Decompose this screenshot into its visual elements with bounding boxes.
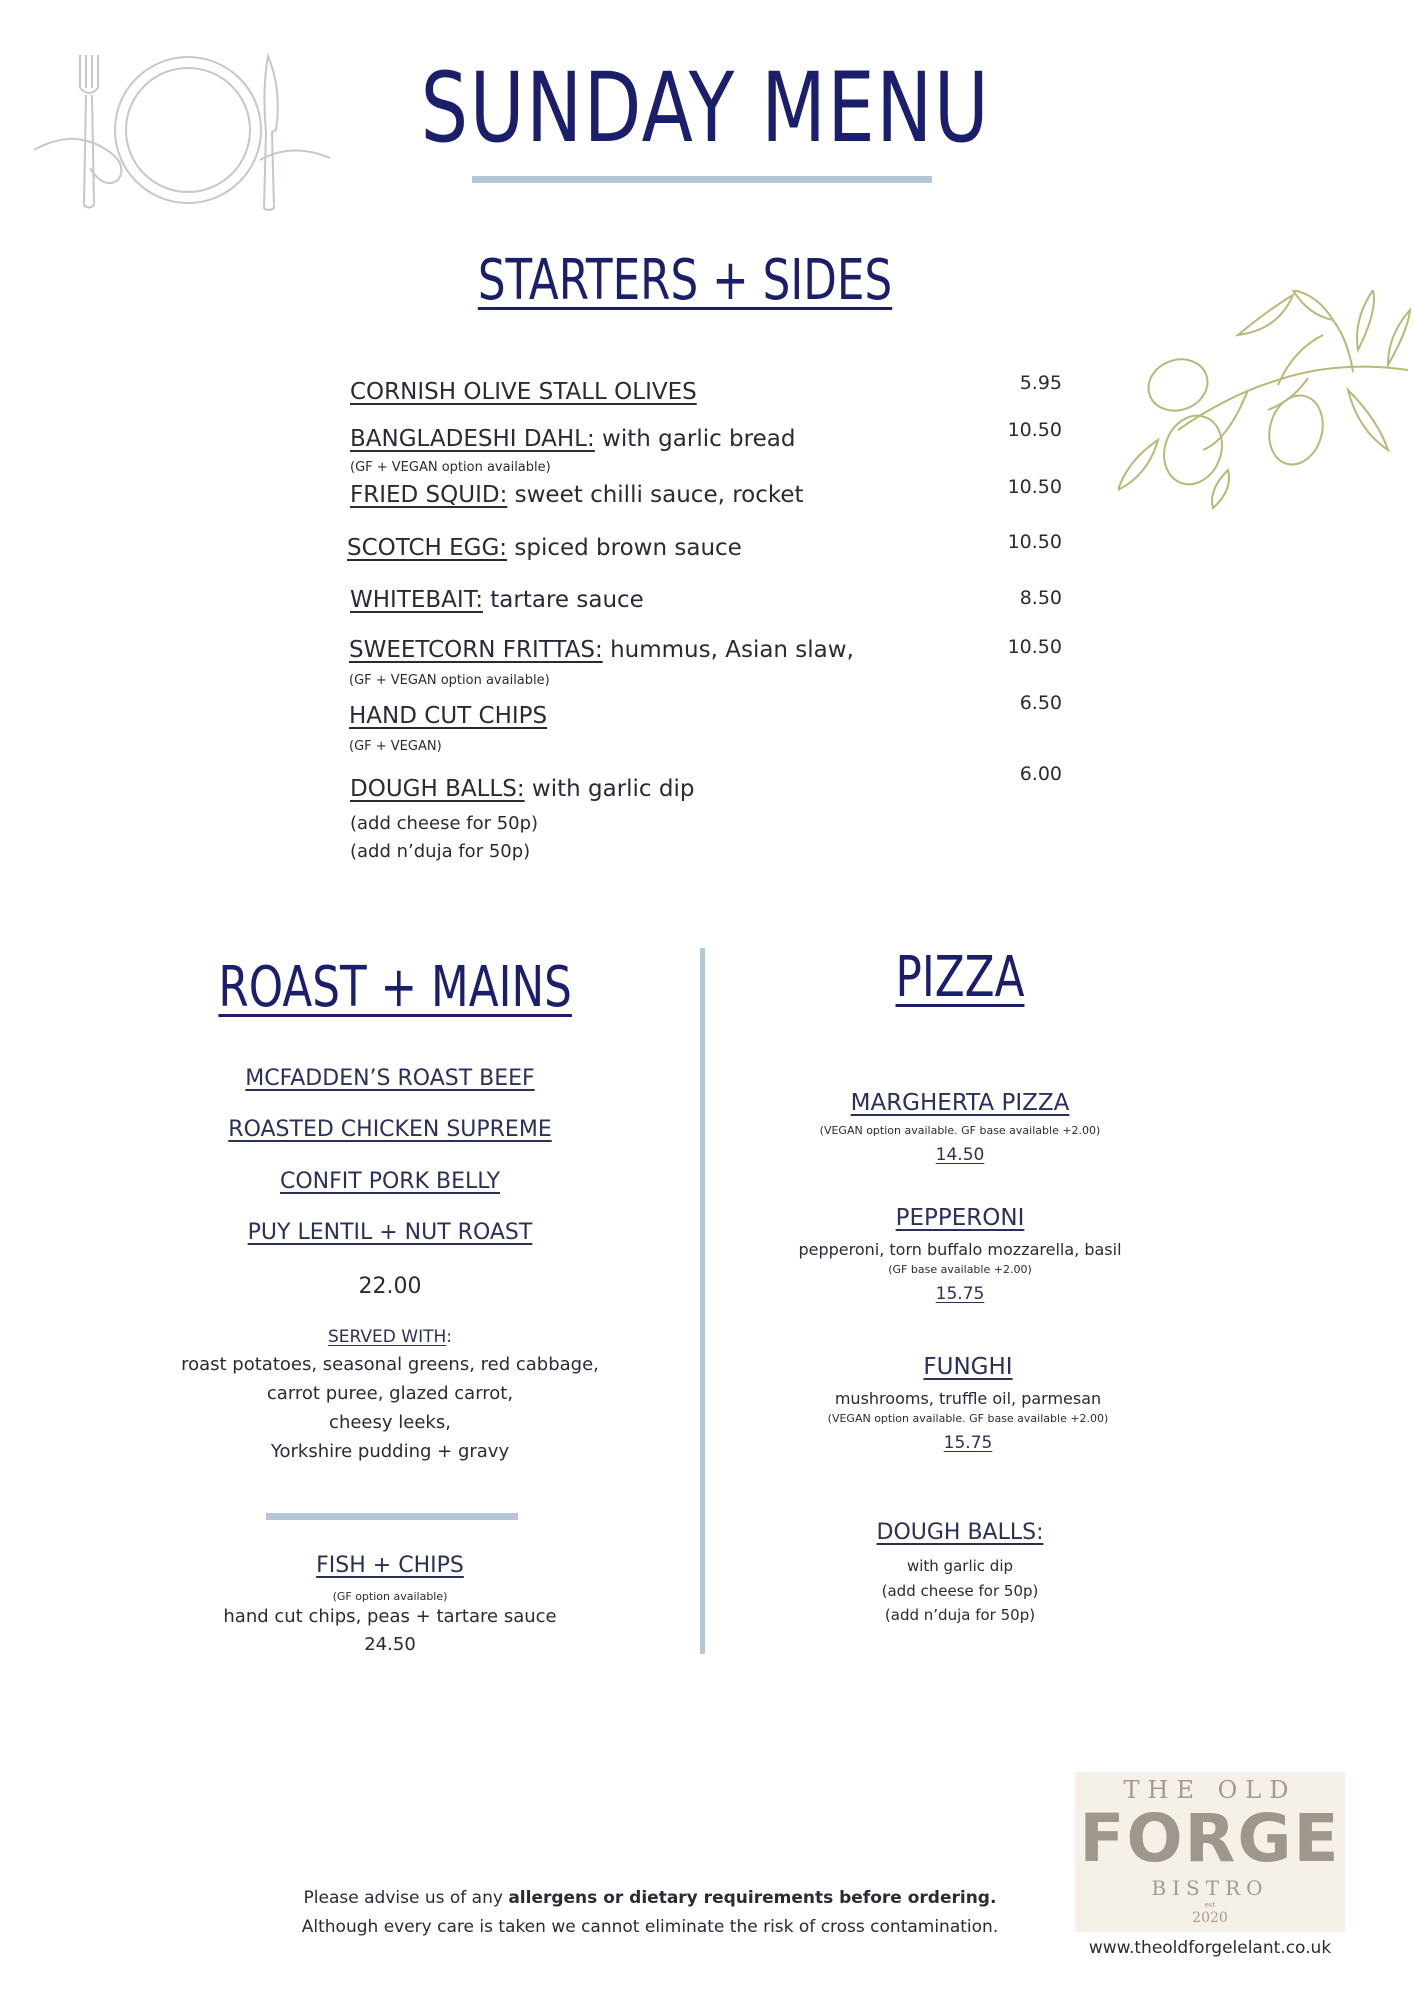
pizza-name: FUNGHI [923, 1354, 1013, 1380]
pizza-name: PEPPERONI [895, 1205, 1025, 1231]
starter-price: 6.50 [1019, 692, 1062, 714]
title-underline [472, 176, 932, 183]
starter-desc: with garlic dip [524, 776, 695, 802]
fish-note: (GF option available) [332, 1590, 448, 1603]
pizza-note: (VEGAN option available. GF base available +2.00) [827, 1412, 1109, 1425]
roast-price: 22.00 [358, 1274, 422, 1299]
logo-est-text: est [1204, 1901, 1216, 1909]
pizza-note: (VEGAN option available. GF base available +2.00) [819, 1124, 1101, 1137]
website-link[interactable]: www.theoldforgelelant.co.uk [1088, 1938, 1332, 1958]
pizza-name: MARGHERTA PIZZA [850, 1090, 1070, 1116]
sides-line: Yorkshire pudding + gravy [270, 1441, 510, 1462]
starter-desc: with garlic bread [594, 426, 796, 452]
starter-name: DOUGH BALLS: [350, 776, 525, 802]
fish-desc: hand cut chips, peas + tartare sauce [223, 1606, 557, 1627]
starter-price: 10.50 [1007, 476, 1062, 498]
starter-item [350, 482, 804, 508]
starter-desc: sweet chilli sauce, rocket [507, 482, 804, 508]
pizza-price: 15.75 [935, 1284, 985, 1304]
fish-name: FISH + CHIPS [316, 1553, 464, 1578]
logo-main-text: FORGE [1079, 1800, 1341, 1877]
starter-note: (GF + VEGAN) [349, 739, 442, 754]
pizza-title: PIZZA [895, 945, 1025, 1010]
logo-top-text: THE OLD [1123, 1776, 1297, 1804]
pizza-desc: pepperoni, torn buffalo mozzarella, basil [798, 1240, 1122, 1259]
roast-title: ROAST + MAINS [218, 955, 572, 1020]
pizza-dough-balls-name: DOUGH BALLS: [876, 1520, 1044, 1545]
roast-item: CONFIT PORK BELLY [279, 1169, 501, 1194]
roast-item: MCFADDEN’S ROAST BEEF [245, 1066, 535, 1091]
starter-item [350, 776, 694, 802]
starter-price: 10.50 [1007, 531, 1062, 553]
starter-note: (GF + VEGAN option available) [350, 460, 551, 475]
starter-price: 8.50 [1019, 587, 1062, 609]
pizza-note: (GF base available +2.00) [888, 1263, 1032, 1276]
starters-title: STARTERS + SIDES [477, 248, 893, 313]
pizza-price: 15.75 [943, 1433, 993, 1453]
starter-desc: tartare sauce [482, 587, 644, 613]
column-divider [700, 948, 705, 1654]
roast-item: ROASTED CHICKEN SUPREME [228, 1117, 552, 1142]
starter-name: FRIED SQUID: [350, 482, 508, 508]
pizza-price: 14.50 [935, 1145, 985, 1165]
pizza-dough-balls-line: with garlic dip [906, 1557, 1014, 1575]
starter-price: 10.50 [1007, 636, 1062, 658]
page-title: SUNDAY MENU [420, 52, 991, 164]
starter-name: HAND CUT CHIPS [349, 703, 548, 729]
starter-price: 10.50 [1007, 419, 1062, 441]
starter-name: WHITEBAIT: [350, 587, 483, 613]
roast-item: PUY LENTIL + NUT ROAST [247, 1220, 533, 1245]
fish-price: 24.50 [364, 1634, 416, 1655]
starter-item [349, 637, 854, 663]
allergen-notice: Please advise us of any allergens or dietary requirements before ordering. [303, 1888, 997, 1908]
starter-extra: (add cheese for 50p) [350, 813, 539, 834]
starter-note: (GF + VEGAN option available) [349, 673, 550, 688]
starter-price: 5.95 [1019, 372, 1062, 394]
contamination-notice: Although every care is taken we cannot eliminate the risk of cross contamination. [301, 1917, 999, 1937]
starter-item [350, 379, 697, 405]
logo-year-text: 2020 [1192, 1910, 1228, 1926]
starter-item [350, 587, 644, 613]
pizza-dough-balls-line: (add cheese for 50p) [881, 1582, 1039, 1600]
starter-item [349, 703, 547, 729]
starter-name: CORNISH OLIVE STALL OLIVES [350, 379, 697, 405]
starter-desc: hummus, Asian slaw, [602, 637, 854, 663]
starter-extra: (add n’duja for 50p) [350, 841, 531, 862]
logo-sub-text: BISTRO [1151, 1876, 1269, 1900]
starter-item [350, 426, 795, 452]
pizza-dough-balls-line: (add n’duja for 50p) [884, 1606, 1036, 1624]
olive-branch-icon [1118, 290, 1414, 510]
starter-name: SCOTCH EGG: [347, 535, 508, 561]
sides-line: roast potatoes, seasonal greens, red cabbage, [181, 1354, 599, 1375]
served-with-label: SERVED WITH: [327, 1327, 452, 1347]
sides-line: cheesy leeks, [329, 1412, 451, 1433]
roast-divider [266, 1513, 518, 1520]
starter-desc: spiced brown sauce [507, 535, 742, 561]
starter-price: 6.00 [1019, 763, 1062, 785]
starter-name: BANGLADESHI DAHL: [350, 426, 595, 452]
starter-item [347, 535, 742, 561]
pizza-desc: mushrooms, truffle oil, parmesan [834, 1389, 1102, 1408]
sides-line: carrot puree, glazed carrot, [266, 1383, 514, 1404]
starter-name: SWEETCORN FRITTAS: [349, 637, 603, 663]
